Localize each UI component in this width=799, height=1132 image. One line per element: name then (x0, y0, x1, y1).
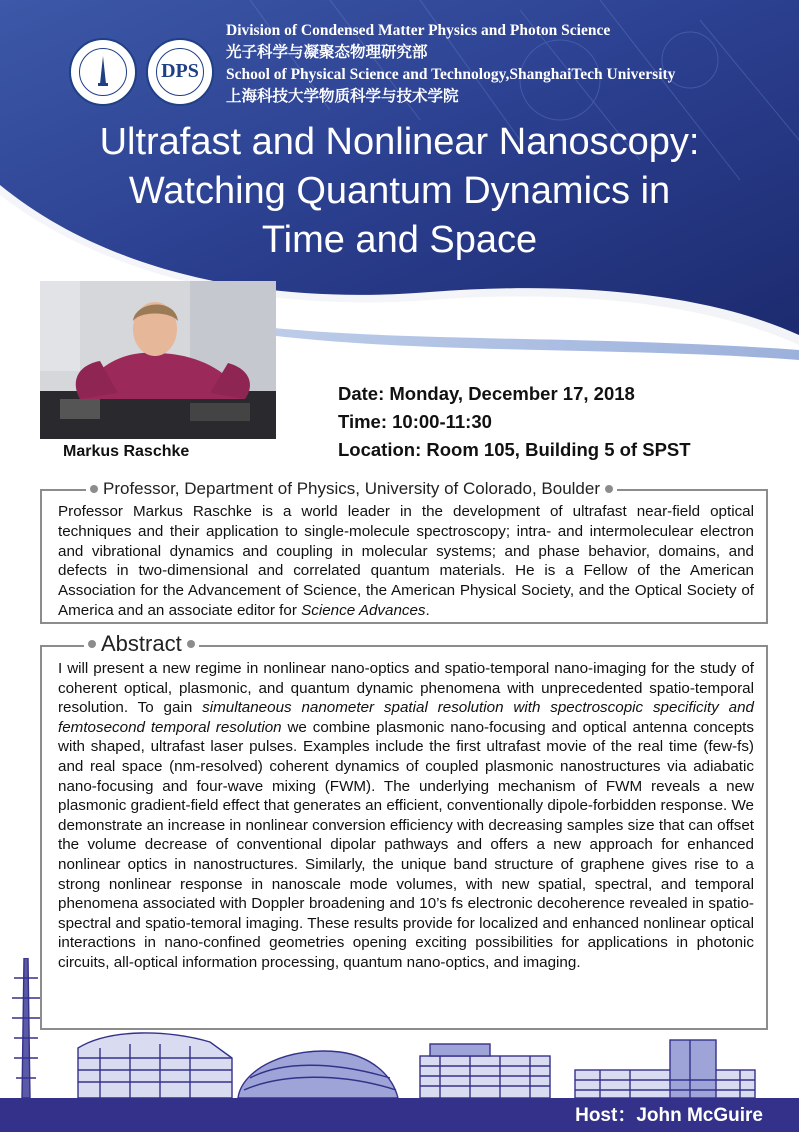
abstract-heading (84, 631, 199, 657)
bio-heading (86, 479, 617, 499)
abstract-part-1: I will present a new regime in nonlinear nano-optics and spatio-temporal nano-imaging for the study of coherent optical, plasmonic, and quantum dynamic phenomena with unprecedented spatio-temporal resolution. To gain (58, 660, 754, 717)
abstract-part-2: we combine plasmonic nano-focusing and optical antenna concepts with shaped, ultrafast laser pulses. Examples include the first ultrafast movie of the real time (few-fs) and real space (nm-resolved) coherent dynamics of coupled plasmonic nanostructures via adiabatic nano-focusing and four-wave mixing (FWM). The underlying mechanism of FWM reveals a new plasmonic gradient-field effect that generates an efficient, conventionally dipole-forbidden response. We demonstrate an increase in nonlinear conversion efficiency with decreasing samples size that can offset the volume decrease of conventional dipolar pathways and offers a new approach for enhanced nonlinear optics in nanostructures. Similarly, the unique band structure of graphene gives rise to a strong nonlinear response in nanoscale mode volumes, with new spatial, spectral, and temporal phenomena associated with Doppler broadening and 10’s fs electronic decoherence revealed in spatio-spectral and spatio-temoral imaging. These results provide for localized and enhanced nonlinear optical interactions in nano-confined geometries opening exciting possibilities for applications in photonic circuits, all-optical information processing, quantum nano-optics, and imaging. (58, 718, 754, 971)
bio-box (40, 479, 768, 624)
talk-title (0, 118, 799, 265)
bullet-dot-icon (605, 485, 613, 493)
event-location: Location: Room 105, Building 5 of SPST (338, 439, 691, 460)
school-en: School of Physical Science and Technology,ShanghaiTech University (226, 66, 676, 83)
title-line-3: Time and Space (261, 219, 538, 261)
bio-end: . (425, 601, 430, 619)
bullet-dot-icon (88, 640, 96, 648)
division-cn: 光子科学与凝聚态物理研究部 (226, 44, 428, 61)
dps-logo (146, 38, 214, 106)
speaker-name: Markus Raschke (63, 443, 190, 460)
bio-body: Professor Markus Raschke is a world leader in the development of ultrafast near-field optical techniques and their application to single-molecule spectroscopy; intra- and intermoleculear electron and vibrational dynamics and coupling in molecular systems; and phase behavior, domains, and defects in two-dimensional and correlated quantum materials. He is a Fellow of the American Association for the Advancement of Science, the American Physical Society, and the Optical Society of America and an associate editor for (58, 503, 754, 619)
bullet-dot-icon (90, 485, 98, 493)
abstract-text (58, 659, 754, 973)
school-cn: 上海科技大学物质科学与技术学院 (226, 88, 459, 105)
bullet-dot-icon (187, 640, 195, 648)
dps-logo-mark: DPS (161, 60, 199, 82)
bio-heading-text: Professor, Department of Physics, University of Colorado, Boulder (103, 479, 600, 498)
abstract-emphasis: simultaneous nanometer spatial resolution with spectroscopic specificity and femtosecond temporal resolution (58, 699, 754, 736)
title-line-1: Ultrafast and Nonlinear Nanoscopy: (99, 121, 700, 163)
division-en: Division of Condensed Matter Physics and Photon Science (226, 22, 611, 39)
host-label: Host：John McGuire (575, 1105, 763, 1126)
department-block (226, 20, 675, 108)
title-line-2: Watching Quantum Dynamics in (128, 170, 671, 212)
event-date: Date: Monday, December 17, 2018 (338, 383, 635, 404)
event-info (338, 380, 691, 464)
event-time: Time: 10:00-11:30 (338, 411, 492, 432)
shanghaitech-logo (69, 38, 137, 106)
campus-skyline-illustration (0, 958, 799, 1103)
bio-journal: Science Advances (301, 601, 426, 619)
bio-text (58, 502, 754, 621)
abstract-heading-text: Abstract (101, 631, 182, 656)
speaker-photo (40, 281, 276, 439)
